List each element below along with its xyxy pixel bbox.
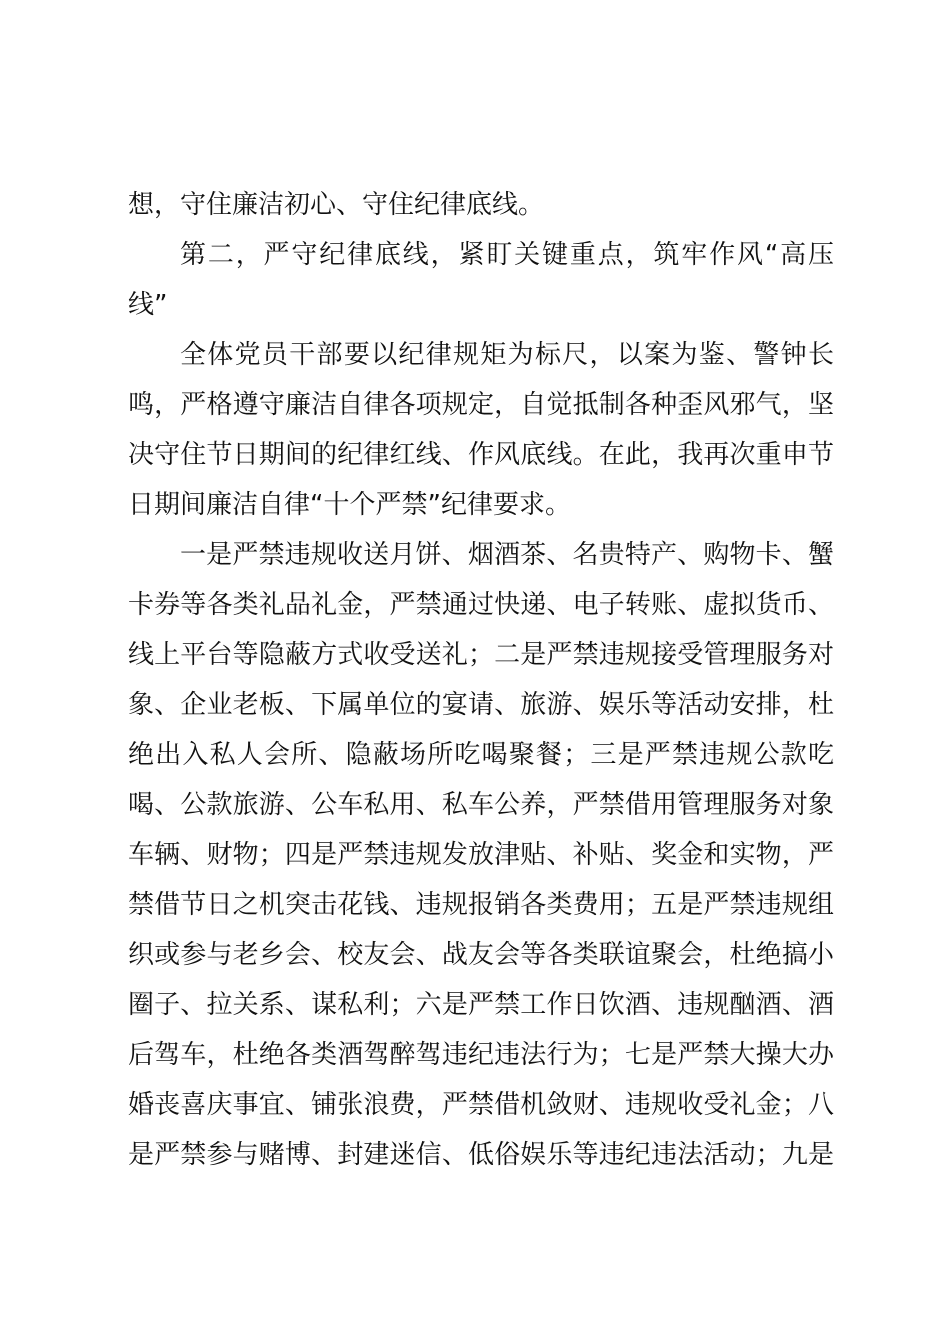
paragraph-line: 线上平台等隐蔽方式收受送礼；二是严禁违规接受管理服务对 (128, 640, 834, 670)
paragraph-line: 婚丧喜庆事宜、铺张浪费，严禁借机敛财、违规收受礼金；八 (128, 1090, 834, 1120)
section-heading: 第二，严守纪律底线，紧盯关键重点，筑牢作风“高压 (180, 240, 834, 270)
paragraph-line: 圈子、拉关系、谋私利；六是严禁工作日饮酒、违规酗酒、酒 (128, 990, 834, 1020)
paragraph-line: 象、企业老板、下属单位的宴请、旅游、娱乐等活动安排，杜 (128, 690, 834, 720)
section-heading-continued: 线” (128, 290, 168, 320)
paragraph-line: 喝、公款旅游、公车私用、私车公养，严禁借用管理服务对象 (128, 790, 834, 820)
paragraph-line: 全体党员干部要以纪律规矩为标尺，以案为鉴、警钟长 (180, 340, 834, 370)
paragraph-line: 绝出入私人会所、隐蔽场所吃喝聚餐；三是严禁违规公款吃 (128, 740, 834, 770)
paragraph-line: 卡券等各类礼品礼金，严禁通过快递、电子转账、虚拟货币、 (128, 590, 834, 620)
paragraph-line: 一是严禁违规收送月饼、烟酒茶、名贵特产、购物卡、蟹 (180, 540, 834, 570)
paragraph-line: 日期间廉洁自律“十个严禁”纪律要求。 (128, 490, 571, 520)
paragraph-line: 织或参与老乡会、校友会、战友会等各类联谊聚会，杜绝搞小 (128, 940, 834, 970)
text-line: 想，守住廉洁初心、守住纪律底线。 (128, 190, 545, 220)
paragraph-line: 是严禁参与赌博、封建迷信、低俗娱乐等违纪违法活动；九是 (128, 1140, 834, 1170)
paragraph-line: 决守住节日期间的纪律红线、作风底线。在此，我再次重申节 (128, 440, 834, 470)
paragraph-line: 车辆、财物；四是严禁违规发放津贴、补贴、奖金和实物，严 (128, 840, 834, 870)
paragraph-line: 后驾车，杜绝各类酒驾醉驾违纪违法行为；七是严禁大操大办 (128, 1040, 834, 1070)
paragraph-line: 鸣，严格遵守廉洁自律各项规定，自觉抵制各种歪风邪气，坚 (128, 390, 834, 420)
paragraph-line: 禁借节日之机突击花钱、违规报销各类费用；五是严禁违规组 (128, 890, 834, 920)
